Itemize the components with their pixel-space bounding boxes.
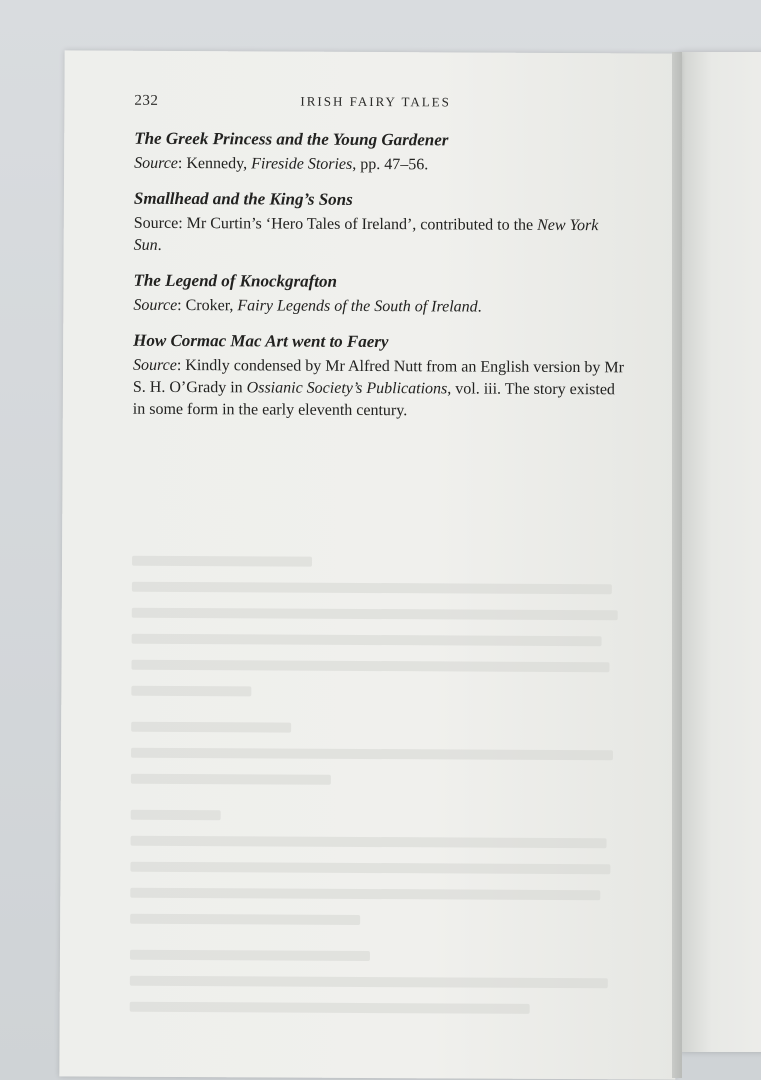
source-text: : Kennedy, [177,154,252,173]
book-page [59,50,680,1079]
entry-title: Smallhead and the King’s Sons [133,188,353,209]
show-through-text [130,551,628,1026]
entry-title: The Legend of Knockgrafton [133,270,338,291]
entry-source [133,355,629,424]
source-entry [134,187,630,260]
next-page-edge [682,52,761,1052]
sources-list [133,127,631,436]
source-label: Source [134,154,178,172]
source-label: Source [133,214,179,232]
source-text: : Mr Curtin’s ‘Hero Tales of Ireland’, contributed to the [178,214,538,234]
source-text: : Croker, [177,296,238,315]
entry-source [134,153,630,178]
source-work-title: Fairy Legends of the South of Ireland [237,297,478,316]
source-text-end: . [157,236,162,254]
source-work-title: New York Sun [133,216,599,254]
source-text-end: , vol. iii. The story existed in some form in the early eleventh century. [132,380,615,420]
book-title: IRISH FAIRY TALES [300,93,451,110]
running-head [134,93,634,120]
entry-title: How Cormac Mac Art went to Faery [133,330,389,352]
source-entry [133,329,629,424]
entry-source [133,295,629,320]
page-number: 232 [134,92,159,109]
source-text-end: , pp. 47–56. [352,155,429,174]
source-label: Source [132,356,177,374]
source-text-end: . [477,298,482,316]
source-entry [134,127,630,178]
source-text: : Kindly condensed by Mr Alfred Nutt from an English version by Mr S. H. O’Grady in [132,356,624,397]
book-gutter [672,52,682,1078]
entry-source [134,213,630,260]
source-entry [133,269,629,320]
source-work-title: Ossianic Society’s Publications [246,379,448,398]
source-work-title: Fireside Stories [251,155,353,173]
source-label: Source [133,296,178,314]
entry-title: The Greek Princess and the Young Gardener [134,128,449,150]
